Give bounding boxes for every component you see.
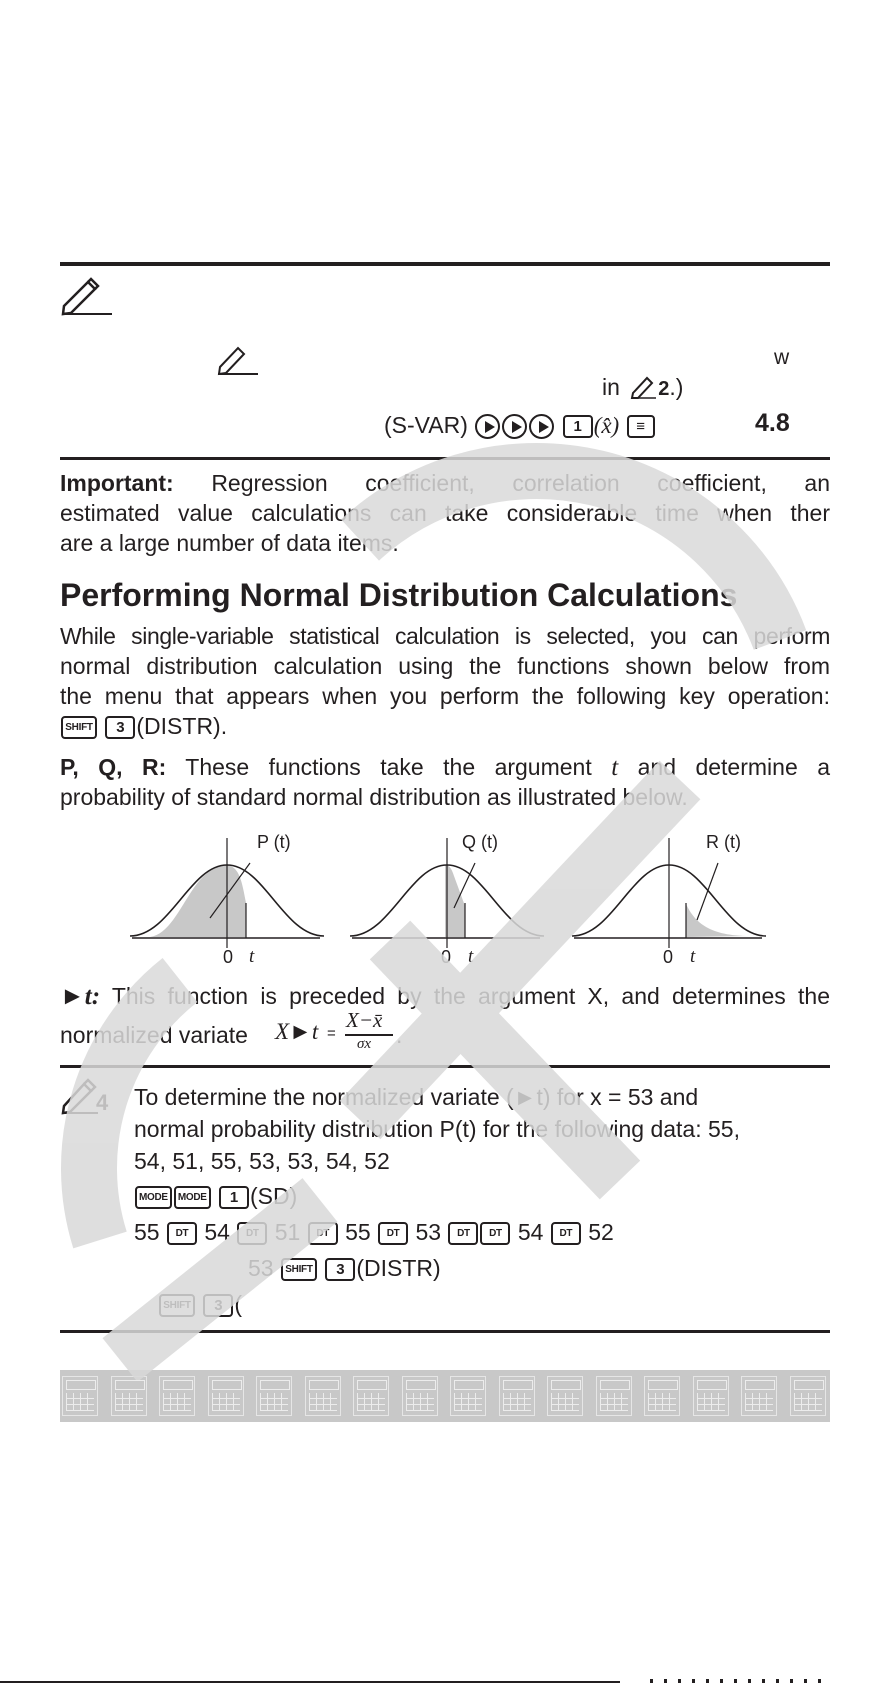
- key-3: 3: [203, 1294, 233, 1317]
- key-3: 3: [325, 1258, 355, 1281]
- rule-3: [60, 1065, 830, 1068]
- t-func-line-1: [60, 981, 830, 1012]
- rule-4: [60, 1330, 830, 1333]
- value-54: 54: [204, 1219, 230, 1245]
- pqr-text-a: These functions take the argument: [185, 754, 592, 780]
- graph-q-zero: 0: [441, 947, 452, 967]
- right-arrow-key-icon: [529, 414, 554, 439]
- value-53: 53: [415, 1219, 442, 1245]
- dt-key: DT: [551, 1222, 581, 1245]
- pattern-cell: [159, 1376, 195, 1416]
- graph-r-label: R (t): [706, 832, 741, 852]
- graph-q-t: t: [468, 946, 474, 967]
- sd-label: (SD): [250, 1183, 298, 1209]
- pattern-cell: [499, 1376, 535, 1416]
- graph-q: [350, 838, 544, 948]
- xhat-label: (x̂): [593, 413, 620, 438]
- dt-key: DT: [237, 1222, 267, 1245]
- pattern-cell: [353, 1376, 389, 1416]
- pqr-t: t: [611, 754, 619, 781]
- formula-end: .: [396, 1022, 403, 1048]
- inline-pencil-icon: [216, 342, 260, 376]
- value-53: 53: [248, 1255, 274, 1281]
- pqr-line-1: [60, 752, 830, 783]
- top-rule: [60, 262, 830, 266]
- formula-eq: =: [327, 1025, 336, 1042]
- formula-lhs: X►t: [275, 1019, 319, 1044]
- pattern-cell: [790, 1376, 826, 1416]
- pqr-text-b: and determine a: [637, 754, 830, 780]
- open-paren: (: [234, 1291, 243, 1317]
- right-arrow-key-icon: [475, 414, 500, 439]
- para1-line-1: While single-variable statistical calculation is selected, you can perform: [60, 623, 830, 649]
- pattern-cell: [208, 1376, 244, 1416]
- mode-key: MODE: [135, 1186, 172, 1209]
- value-54: 54: [517, 1219, 544, 1245]
- formula-numerator: X−x̄: [346, 1008, 383, 1032]
- pattern-cell: [62, 1376, 98, 1416]
- para1-line-2: normal distribution calculation using the functions shown below from: [60, 653, 830, 679]
- note-row-b-close: .): [669, 374, 684, 400]
- mode-key: MODE: [174, 1186, 211, 1209]
- bottom-edge-line: [0, 1681, 620, 1683]
- example-line-3: 54, 51, 55, 53, 53, 54, 52: [134, 1148, 390, 1174]
- graph-q-label: Q (t): [462, 832, 498, 852]
- section-heading: Performing Normal Distribution Calculations: [60, 577, 738, 613]
- example-number: 4: [96, 1090, 109, 1115]
- graph-r: [572, 838, 766, 948]
- note-pencil-icon: [60, 276, 114, 316]
- para1-line-4: [60, 711, 227, 741]
- para1-line-3: the menu that appears when you perform the following key operation:: [60, 683, 830, 709]
- note-result: 4.8: [755, 409, 790, 437]
- important-line-2: estimated value calculations can take considerable time when ther: [60, 500, 830, 526]
- pqr-line-2: probability of standard normal distribution as illustrated below.: [60, 784, 688, 810]
- value-55: 55: [134, 1219, 160, 1245]
- mode-label: (S-VAR): [384, 412, 468, 438]
- pattern-cell: [741, 1376, 777, 1416]
- shift-key: SHIFT: [281, 1258, 317, 1281]
- graph-p-t: t: [249, 946, 255, 967]
- dt-key: DT: [378, 1222, 408, 1245]
- t-func-symbol: ►t:: [60, 983, 101, 1010]
- pattern-cell: [111, 1376, 147, 1416]
- note-row-b: [602, 372, 683, 404]
- pattern-cell: [256, 1376, 292, 1416]
- rule-2: [60, 457, 830, 460]
- important-label: Important:: [60, 470, 174, 496]
- pattern-cell: [450, 1376, 486, 1416]
- example-last-line: [158, 1289, 242, 1319]
- distr-label: (DISTR): [356, 1255, 441, 1281]
- pattern-cell: [547, 1376, 583, 1416]
- pattern-cell: [305, 1376, 341, 1416]
- key-1: 1: [219, 1186, 249, 1209]
- note-row-b-ref: 2: [658, 378, 670, 400]
- pqr-label: P, Q, R:: [60, 754, 167, 780]
- value-55: 55: [345, 1219, 371, 1245]
- example-pencil-icon: [60, 1076, 100, 1116]
- note-row-a-tail: w: [774, 346, 790, 369]
- dt-key: DT: [480, 1222, 510, 1245]
- example-ref-pencil-icon: [630, 373, 658, 399]
- important-line-1: [60, 468, 830, 498]
- example-line-2: normal probability distribution P(t) for the following data: 55,: [134, 1116, 740, 1142]
- value-51: 51: [274, 1219, 301, 1245]
- graph-r-zero: 0: [663, 947, 674, 967]
- graph-p-label: P (t): [257, 832, 291, 852]
- dt-key: DT: [167, 1222, 197, 1245]
- formula-denominator: σx: [357, 1036, 372, 1052]
- decorative-strip: [60, 1370, 830, 1422]
- example-distr-line: [248, 1253, 441, 1283]
- dt-key: DT: [448, 1222, 478, 1245]
- key-3: 3: [105, 716, 135, 739]
- t-func-text-1: This function is preceded by the argument X, and determines the: [111, 983, 830, 1009]
- shift-key: SHIFT: [61, 716, 97, 739]
- example-data-line: [134, 1217, 614, 1247]
- pattern-cell: [596, 1376, 632, 1416]
- note-row-c: [384, 410, 656, 441]
- example-line-1: To determine the normalized variate (►t) for x = 53 and: [134, 1084, 699, 1110]
- important-text-1: Regression coefficient, correlation coefficient, an: [211, 470, 831, 496]
- pattern-cell: [693, 1376, 729, 1416]
- t-func-line-2: normalized variate: [60, 1022, 248, 1048]
- graph-p: [130, 838, 324, 948]
- distr-label: (DISTR).: [136, 713, 228, 739]
- pattern-cell: [644, 1376, 680, 1416]
- pattern-cell: [402, 1376, 438, 1416]
- bottom-edge-marks: [650, 1679, 830, 1683]
- example-mode-line: [134, 1181, 297, 1211]
- key-1: 1: [563, 415, 593, 438]
- value-52: 52: [588, 1219, 614, 1245]
- important-line-3: are a large number of data items.: [60, 530, 399, 556]
- equals-key-icon: ≡: [627, 415, 655, 438]
- shift-key: SHIFT: [159, 1294, 195, 1317]
- graph-r-t: t: [690, 946, 696, 967]
- graph-p-zero: 0: [223, 947, 234, 967]
- dt-key: DT: [308, 1222, 338, 1245]
- note-row-b-text: in: [602, 374, 620, 400]
- right-arrow-key-icon: [502, 414, 527, 439]
